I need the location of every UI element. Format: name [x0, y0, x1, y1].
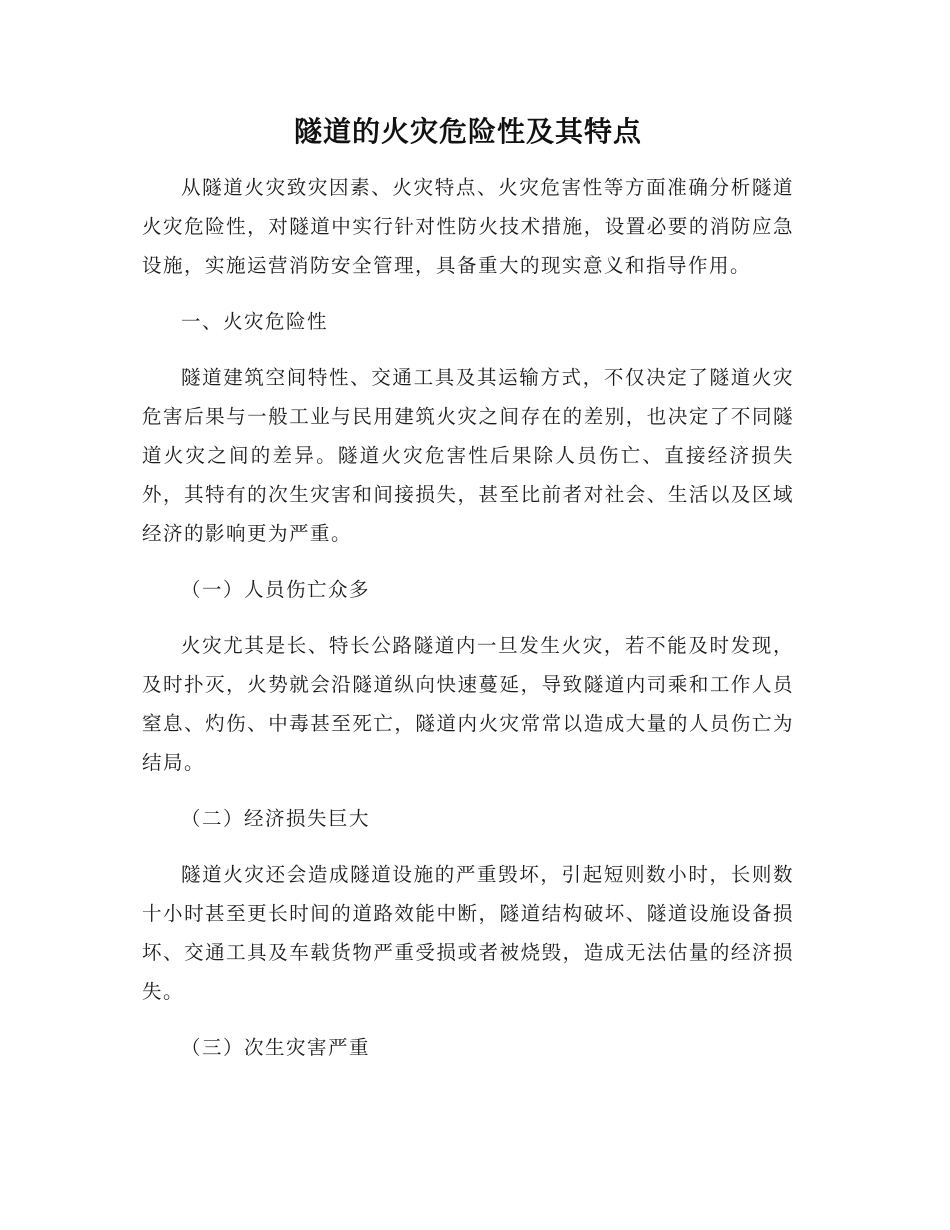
intro-paragraph: 从隧道火灾致灾因素、火灾特点、火灾危害性等方面准确分析隧道火灾危险性，对隧道中实行针对性防火技术措施，设置必要的消防应急设施，实施运营消防安全管理，具备重大的现实意义和指导作用。: [142, 176, 794, 277]
subsection-paragraph-casualties: 火灾尤其是长、特长公路隧道内一旦发生火灾，若不能及时发现，及时扑灭，火势就会沿隧道纵向快速蔓延，导致隧道内司乘和工作人员窒息、灼伤、中毒甚至死亡，隧道内火灾常常以造成大量的人员伤亡为结局。: [142, 634, 794, 774]
subsection-heading-casualties: （一）人员伤亡众多: [181, 578, 371, 601]
document-title: 隧道的火灾危险性及其特点: [293, 115, 642, 148]
subsection-heading-secondary-disasters: （三）次生灾害严重: [181, 1036, 371, 1059]
subsection-paragraph-economic-loss: 隧道火灾还会造成隧道设施的严重毁坏，引起短则数小时，长则数十小时甚至更长时间的道路效能中断，隧道结构破坏、隧道设施设备损坏、交通工具及车载货物严重受损或者被烧毁，造成无法估量的经济损失。: [142, 863, 794, 1003]
document-page: [142, 108, 794, 1084]
section-paragraph-fire-risk: 隧道建筑空间特性、交通工具及其运输方式，不仅决定了隧道火灾危害后果与一般工业与民用建筑火灾之间存在的差别，也决定了不同隧道火灾之间的差异。隧道火灾危害性后果除人员伤亡、直接经济损失外，其特有的次生灾害和间接损失，甚至比前者对社会、生活以及区域经济的影响更为严重。: [142, 366, 794, 545]
subsection-heading-economic-loss: （二）经济损失巨大: [181, 807, 371, 830]
section-heading-fire-risk: 一、火灾危险性: [181, 310, 329, 333]
